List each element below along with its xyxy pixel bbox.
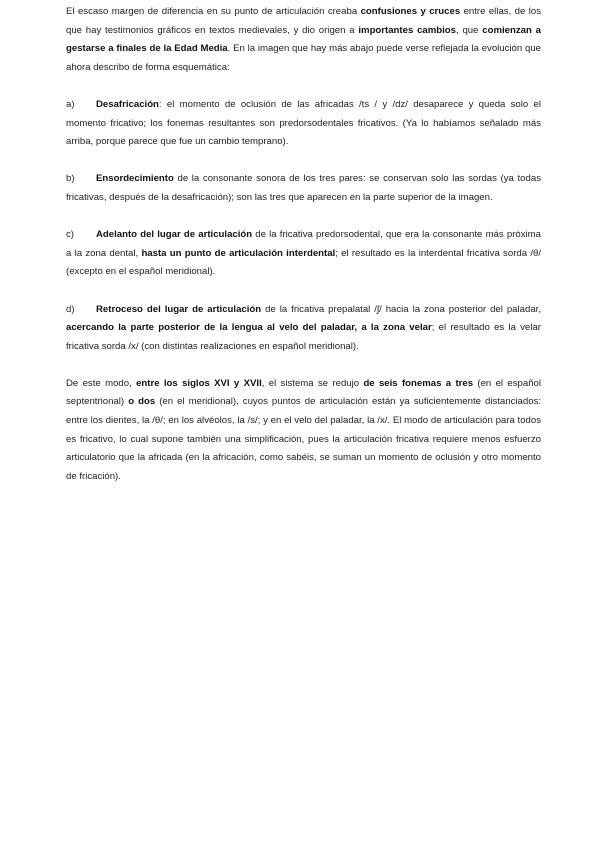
bold-phrase: acercando la parte posterior de la lengua al velo del paladar, a la zona velar [66, 322, 432, 334]
document-body [66, 3, 541, 486]
bold-phrase: Desafricación [96, 98, 159, 110]
bold-phrase: Ensordecimiento [96, 173, 174, 185]
list-item-b: b) Ensordecimiento de la consonante sonora de los tres pares: se conservan solo las sordas (ya todas fricativas, después de la desafricación); son las tres que aparecen en la parte superior de la imagen. [66, 170, 541, 207]
bold-phrase: confusiones y cruces [360, 6, 461, 17]
intro-paragraph: El escaso margen de diferencia en su punto de articulación creaba confusiones y cruces entre ellas, de los que hay testimonios gráficos en textos medievales, y dio origen a importantes cambios, que comienzan a gestarse a finales de la Edad Media. En la imagen que hay más abajo puede verse reflejada la evolución que ahora describo de forma esquemática: [66, 6, 541, 73]
list-marker: d) [66, 303, 75, 315]
list-item-d: d) Retroceso del lugar de articulación de la fricativa prepalatal /ʃ/ hacia la zona posterior del paladar, acercando la parte posterior de la lengua al velo del paladar, a la zona velar; el resultado es la velar fricativa sorda /x/ (con distintas realizaciones en español meridional). [66, 301, 541, 357]
bold-phrase: comienzan a gestarse a finales de la Edad Media [66, 24, 541, 55]
list-item-a: a) Desafricación: el momento de oclusión de las africadas /ts / y /dz/ desaparece y queda solo el momento fricativo; los fonemas resultantes son predorsodentales fricativos. (Ya lo habíamos señalado más arriba, porque parece que fue un cambio temprano). [66, 96, 541, 152]
bold-phrase: Adelanto del lugar de articulación [96, 229, 253, 241]
bold-phrase: o dos [128, 396, 156, 408]
list-marker: b) [66, 173, 75, 185]
list-marker: c) [66, 229, 74, 241]
list-item-c: c) Adelanto del lugar de articulación de la fricativa predorsodental, que era la consonante más próxima a la zona dental, hasta un punto de articulación interdental; el resultado es la interdental fricativa sorda /θ/ (excepto en el español meridional). [66, 226, 541, 282]
bold-phrase: entre los siglos XVI y XVII [136, 377, 262, 389]
bold-phrase: hasta un punto de articulación interdental [141, 247, 336, 259]
list-marker: a) [66, 98, 75, 110]
bold-phrase: de seis fonemas a tres [363, 377, 474, 389]
bold-phrase: importantes cambios [358, 24, 456, 36]
bold-phrase: Retroceso del lugar de articulación [96, 303, 262, 315]
closing-paragraph: De este modo, entre los siglos XVI y XVII, el sistema se redujo de seis fonemas a tres (en el español septentrional) o dos (en el meridional), cuyos puntos de articulación están ya suficientemente distanciados: entre los dientes, la /θ/; en los alvéolos, la /s/; y en el velo del paladar, la /x/. El modo de articulación para todos es fricativo, lo cual supone también una simplificación, pues la articulación fricativa requiere menos esfuerzo articulatorio que la africada (en la africación, como sabéis, se suman un momento de oclusión y otro momento de fricación). [66, 377, 541, 482]
